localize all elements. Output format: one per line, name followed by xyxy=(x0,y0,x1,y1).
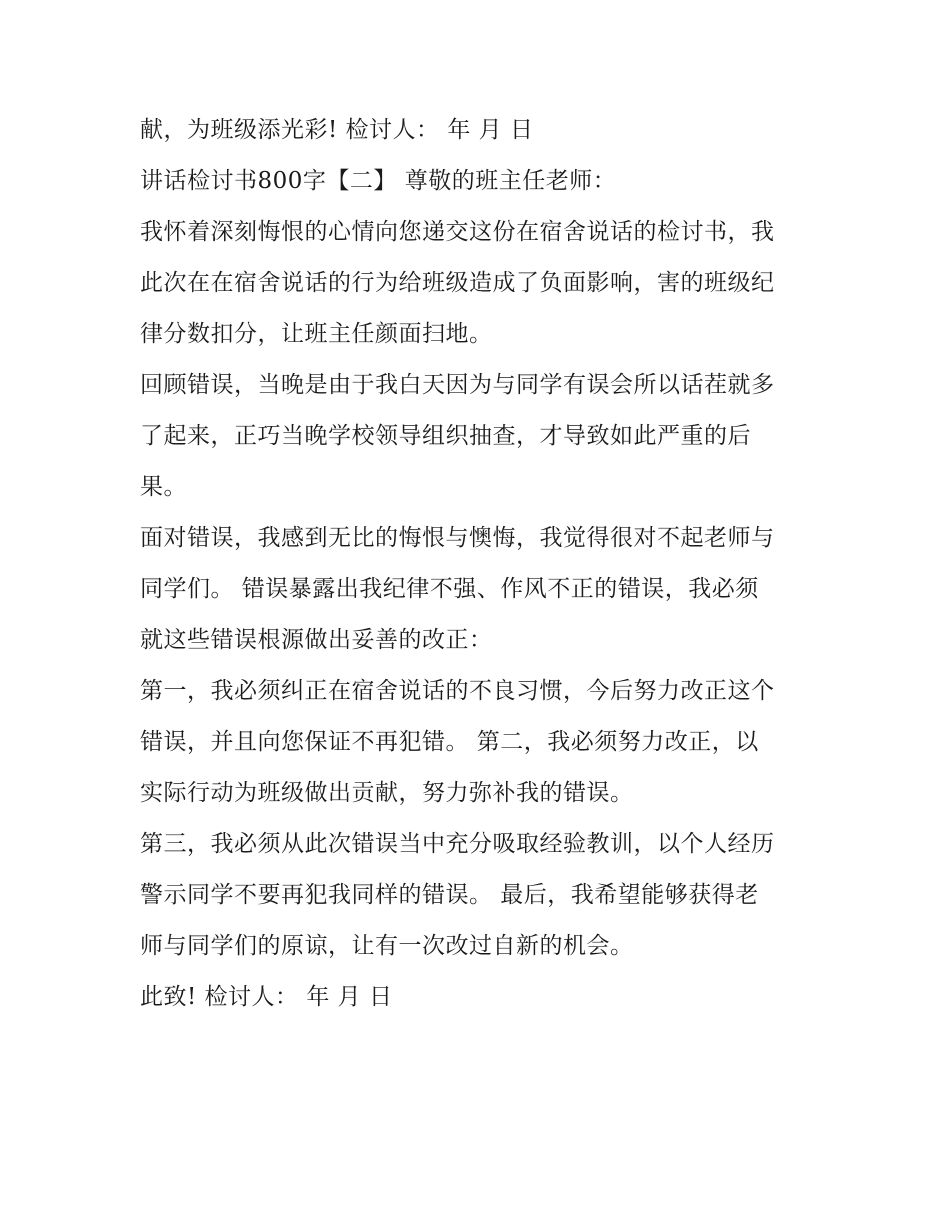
text-line: 第一，我必须纠正在宿舍说话的不良习惯，今后努力改正这个 xyxy=(140,678,775,704)
document-body xyxy=(140,105,820,1023)
text-line: 果。 xyxy=(140,474,187,500)
text-line: 我怀着深刻悔恨的心情向您递交这份在宿舍说话的检讨书，我 xyxy=(140,219,775,245)
text-line: 了起来，正巧当晚学校领导组织抽查，才导致如此严重的后 xyxy=(140,423,751,449)
text-line: 此致! 检讨人： 年 月 日 xyxy=(140,984,393,1010)
text-line: 回顾错误，当晚是由于我白天因为与同学有误会所以话茬就多 xyxy=(140,372,775,398)
text-line: 献，为班级添光彩! 检讨人： 年 月 日 xyxy=(140,117,534,143)
text-line: 错误，并且向您保证不再犯错。 第二，我必须努力改正，以 xyxy=(140,729,759,755)
text-line: 就这些错误根源做出妥善的改正： xyxy=(140,627,493,653)
text-line: 实际行动为班级做出贡献，努力弥补我的错误。 xyxy=(140,780,634,806)
text-line: 面对错误，我感到无比的悔恨与懊悔，我觉得很对不起老师与 xyxy=(140,525,775,551)
text-line: 律分数扣分，让班主任颜面扫地。 xyxy=(140,321,493,347)
text-line: 第三，我必须从此次错误当中充分吸取经验教训，以个人经历 xyxy=(140,831,775,857)
text-line: 此次在在宿舍说话的行为给班级造成了负面影响，害的班级纪 xyxy=(140,270,775,296)
text-line: 警示同学不要再犯我同样的错误。 最后，我希望能够获得老 xyxy=(140,882,759,908)
text-line: 师与同学们的原谅，让有一次改过自新的机会。 xyxy=(140,933,634,959)
text-line: 同学们。 错误暴露出我纪律不强、作风不正的错误，我必须 xyxy=(140,576,759,602)
text-line: 讲话检讨书800字【二】 尊敬的班主任老师： xyxy=(140,168,617,194)
